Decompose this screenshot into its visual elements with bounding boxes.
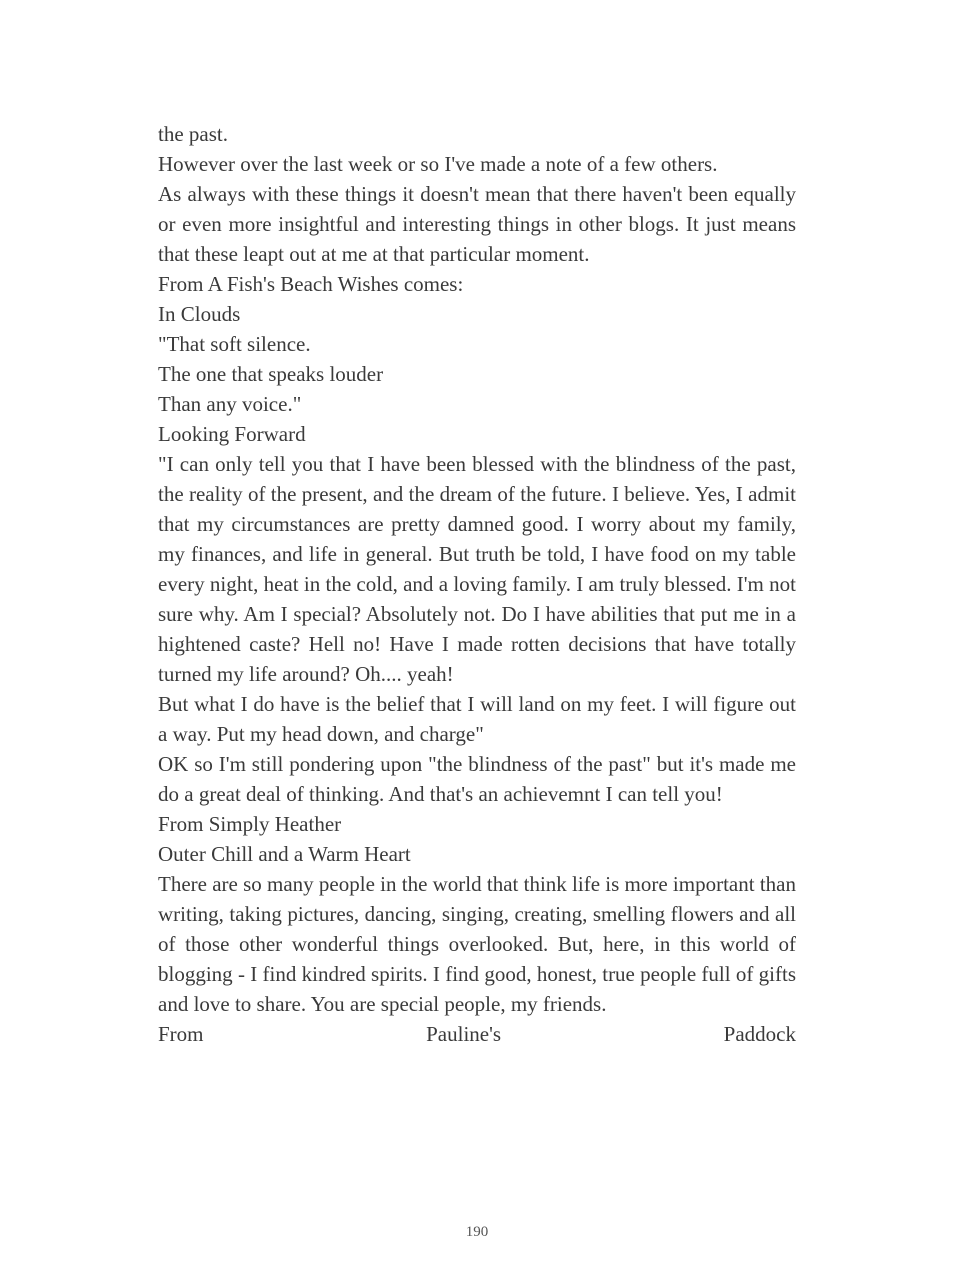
paragraph: the past.	[158, 122, 228, 146]
last-line	[158, 1019, 796, 1049]
page-body	[158, 119, 796, 1049]
page-number: 190	[465, 1224, 489, 1240]
paragraph: Outer Chill and a Warm Heart	[158, 842, 411, 866]
paragraph: However over the last week or so I've made a note of a few others.	[158, 152, 718, 176]
paragraph: But what I do have is the belief that I will land on my feet. I will figure out a way. Put my head down, and charge"	[158, 692, 796, 746]
paragraph: "That soft silence.	[158, 332, 311, 356]
paragraph-list	[158, 119, 796, 1019]
paragraph: There are so many people in the world that think life is more important than writing, taking pictures, dancing, singing, creating, smelling flowers and all of those other wonderful things overlooked. But, here, in this world of blogging - I find kindred spirits. I find good, honest, true people full of gifts and love to share. You are special people, my friends.	[158, 872, 796, 1016]
paragraph: From Simply Heather	[158, 812, 342, 836]
last-line-word: Paddock	[723, 1022, 796, 1046]
last-line-word: Pauline's	[426, 1022, 502, 1046]
paragraph: Than any voice."	[158, 392, 302, 416]
paragraph: In Clouds	[158, 302, 241, 326]
paragraph: Looking Forward	[158, 422, 306, 446]
paragraph: As always with these things it doesn't mean that there haven't been equally or even more insightful and interesting things in other blogs. It just means that these leapt out at me at that particular moment.	[158, 182, 796, 266]
paragraph: The one that speaks louder	[158, 362, 384, 386]
paragraph: "I can only tell you that I have been blessed with the blindness of the past, the reality of the present, and the dream of the future. I believe. Yes, I admit that my circumstances are pretty damned good. I worry about my family, my finances, and life in general. But truth be told, I have food on my table every night, heat in the cold, and a loving family. I am truly blessed. I'm not sure why. Am I special? Absolutely not. Do I have abilities that put me in a hightened caste? Hell no! Have I made rotten decisions that have totally turned my life around? Oh.... yeah!	[158, 452, 796, 686]
paragraph: OK so I'm still pondering upon "the blindness of the past" but it's made me do a great deal of thinking. And that's an achievemnt I can tell you!	[158, 752, 796, 806]
paragraph: From A Fish's Beach Wishes comes:	[158, 272, 464, 296]
last-line-word: From	[158, 1022, 204, 1046]
